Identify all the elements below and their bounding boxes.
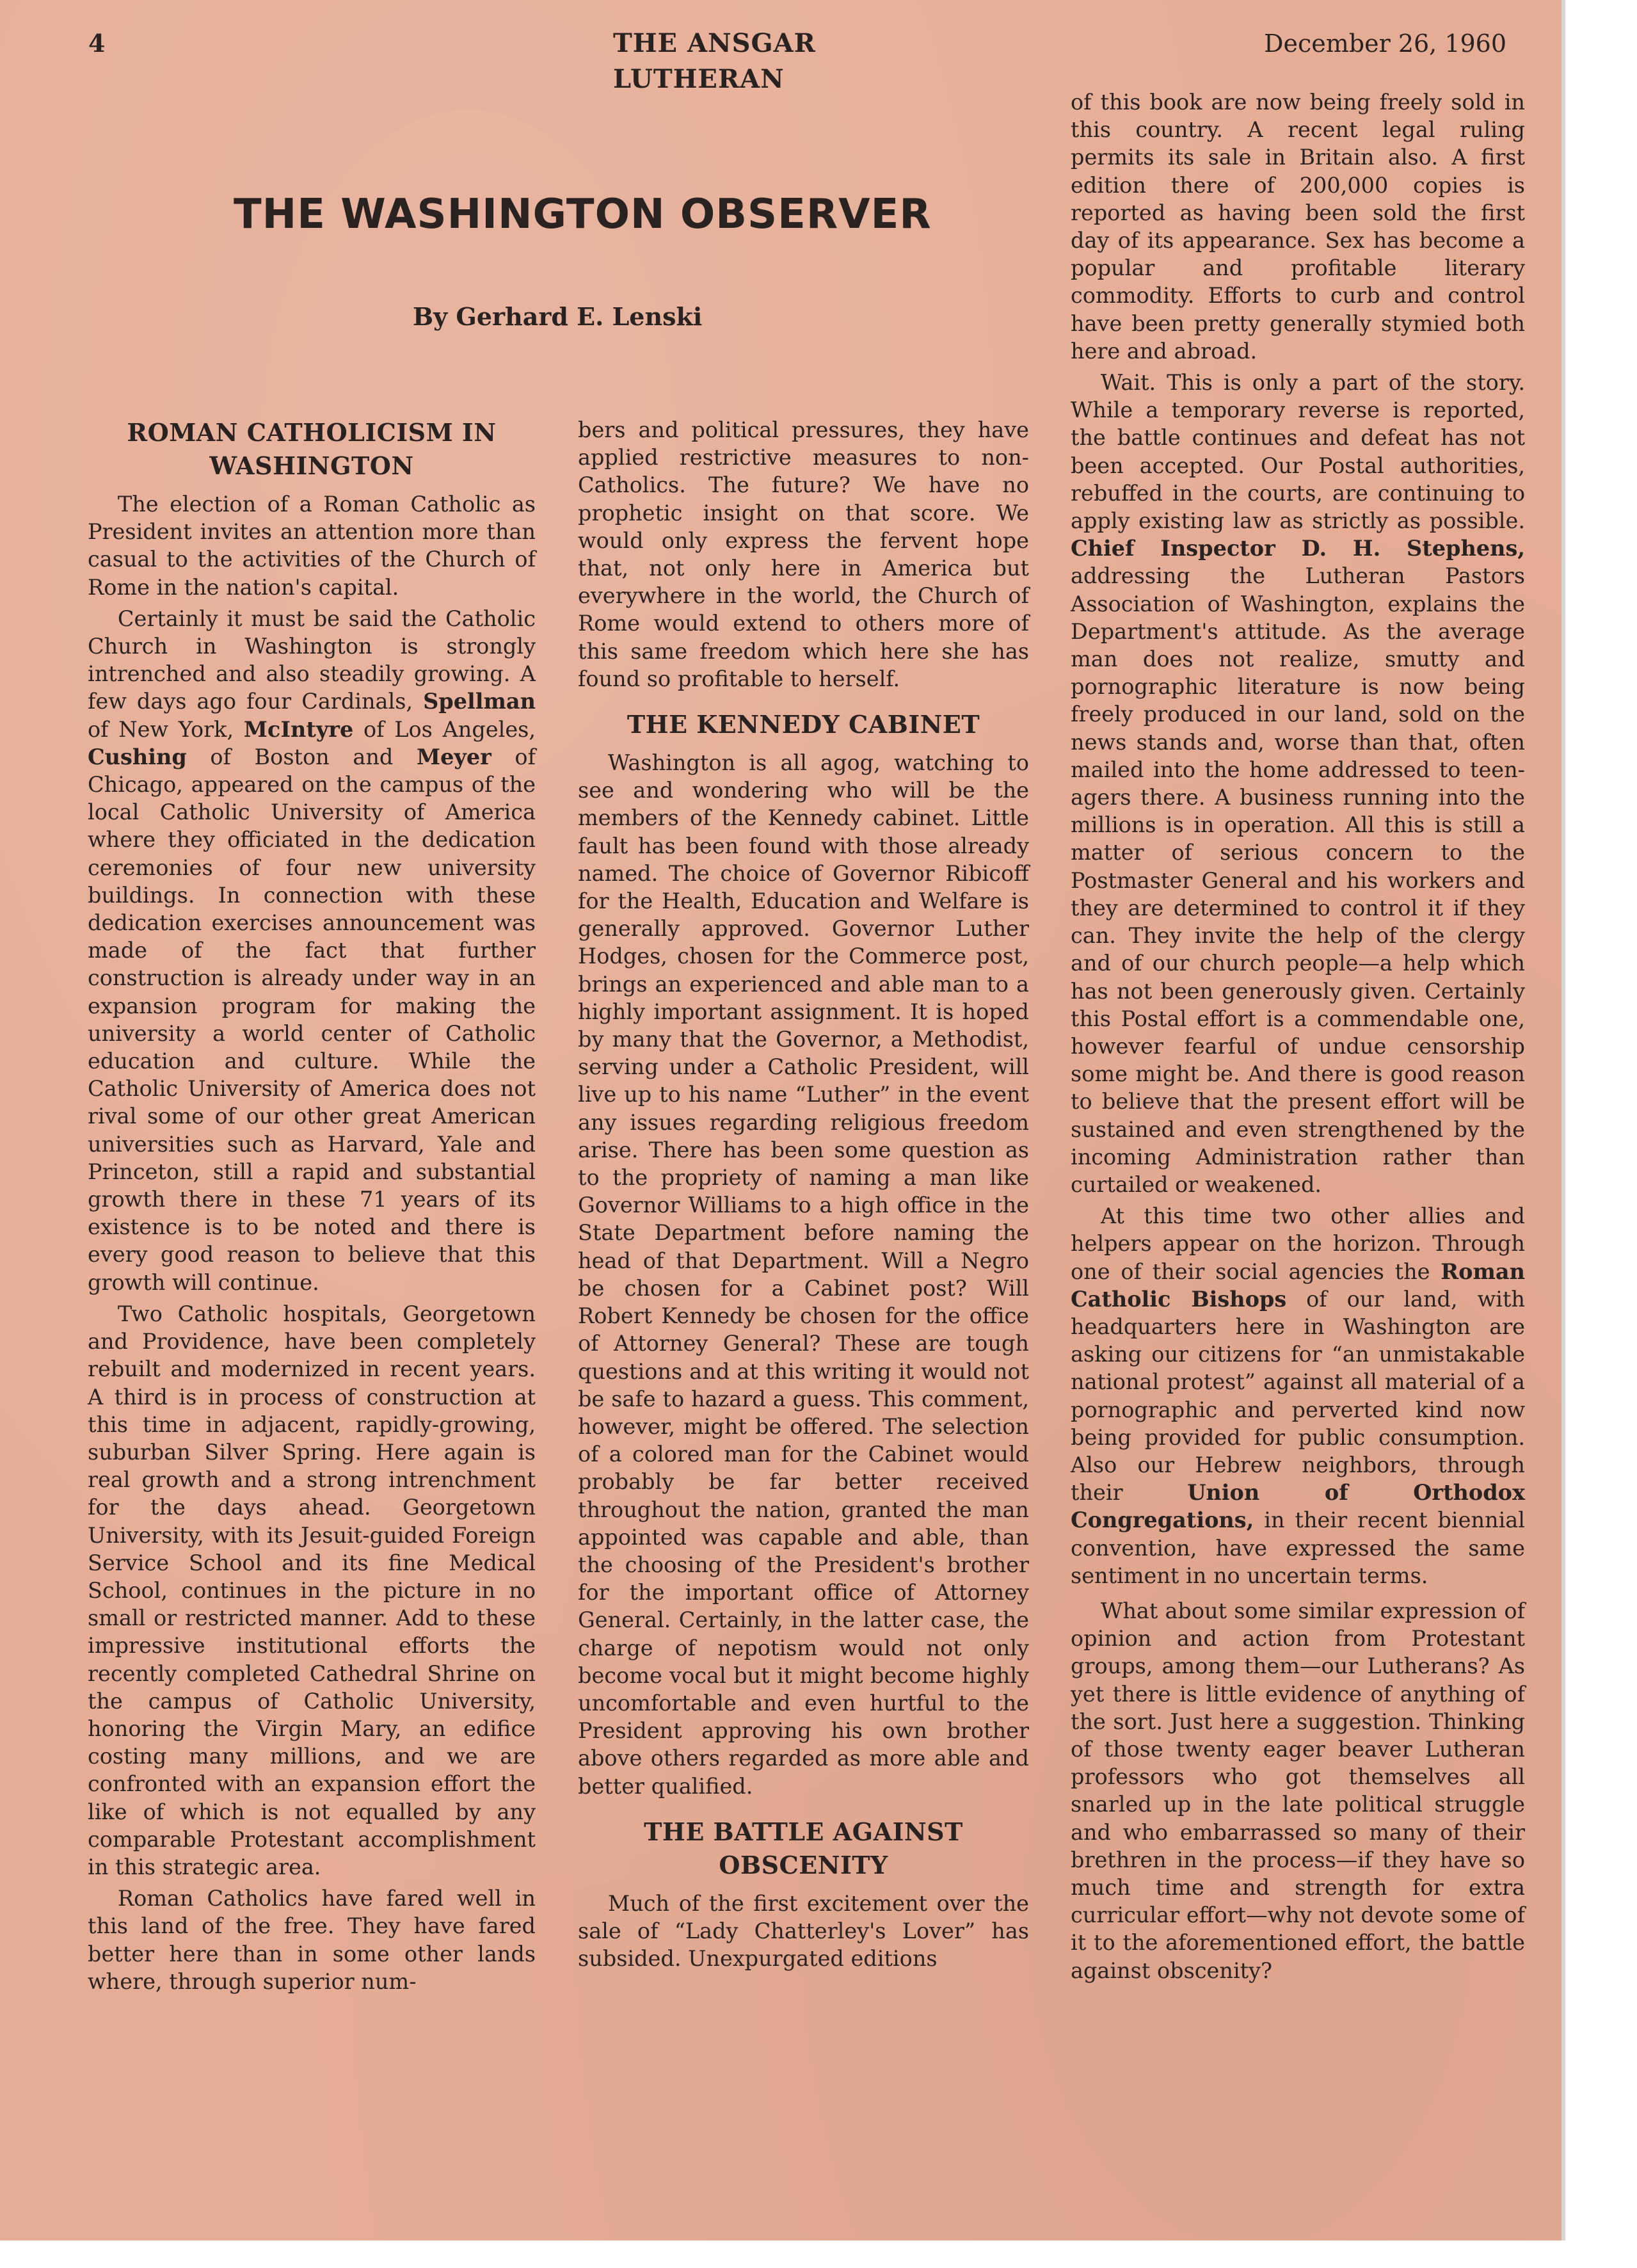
bold-name: McIntyre <box>243 716 354 742</box>
bold-name: Spellman <box>423 689 536 714</box>
article-column-2 <box>578 416 1029 1976</box>
section-heading-kennedy-cabinet: THE KENNEDY CABINET <box>627 710 980 739</box>
paragraph: The election of a Roman Catholic as President invites an attention more than casual to the activities of the Church of Rome in the nation's capital. <box>88 492 536 600</box>
paragraph: of this book are now being freely sold in this country. A recent legal ruling permits its sale in Britain also. A first edition there of 200,000 copies is reported as having been sold the first day of its appearance. Sex has become a popular and profitable literary commodity. Efforts to curb and control have been pretty generally stymied both here and abroad. <box>1071 90 1525 364</box>
paragraph: Roman Catholics have fared well in this land of the free. They have fared better here than in some other lands where, through superior num- <box>88 1886 536 1994</box>
section-heading-roman-catholicism: ROMAN CATHOLICISM IN WASHINGTON <box>127 418 497 480</box>
paragraph: Much of the first excitement over the sale of “Lady Chatterley's Lover” has subsided. Unexpurgated editions <box>578 1890 1029 1972</box>
page-title: THE WASHINGTON OBSERVER <box>234 191 932 238</box>
byline: By Gerhard E. Lenski <box>413 302 703 331</box>
paragraph: Certainly it must be said the Catholic Church in Washington is strongly intrenched and also steadily growing. A few days ago four Cardinals, Spellman of New York, McIntyre of Los Angeles, Cushing of Boston and Meyer of Chicago, appeared on the campus of the local Catholic University of America where they officiated in the dedication ceremonies of four new university buildings. In connection with these dedication exercises announcement was made of the fact that further construction is already under way in an expansion program for making the university a world center of Catholic education and culture. While the Catholic University of America does not rival some of our other great American universities such as Harvard, Yale and Princeton, still a rapid and substantial growth there in these 71 years of its existence is to be noted and there is every good reason to believe that this growth will continue. <box>88 606 536 1295</box>
paragraph: Washington is all agog, watching to see and wondering who will be the members of the Kennedy cabinet. Little fault has been found with those already named. The choice of Governor Ribicoff for the Health, Education and Welfare is generally approved. Governor Luther Hodges, chosen for the Commerce post, brings an experienced and able man to a highly important assignment. It is hoped by many that the Governor, a Methodist, serving under a Catholic President, will live up to his name “Luther” in the event any issues regarding religious freedom arise. There has been some question as to the propriety of naming a man like Governor Williams to a high office in the State Department before naming the head of that Department. Will a Negro be chosen for a Cabinet post? Will Robert Kennedy be chosen for the office of Attorney General? These are tough questions and at this writing it would not be safe to hazard a guess. This comment, however, might be offered. The selection of a colored man for the Cabinet would probably be far better received throughout the nation, granted the man appointed was capable and able, than the choosing of the President's brother for the important office of Attorney General. Certainly, in the latter case, the charge of nepotism would not only become vocal but it might become highly uncomfortable and even hurtful to the President approving his own brother above others regarded as more able and better qualified. <box>578 750 1029 1799</box>
paragraph: Wait. This is only a part of the story. While a temporary reverse is reported, the battle continues and defeat has not been accepted. Our Postal authorities, rebuffed in the courts, are continuing to apply existing law as strictly as possible. Chief Inspector D. H. Stephens, addressing the Lutheran Pastors Association of Washington, explains the Department's attitude. As the average man does not realize, smutty and pornographic literature is now being freely produced in our land, sold on the news stands and, worse than that, often mailed into the home addressed to teen-agers there. A business running into the millions is in operation. All this is still a matter of serious concern to the Postmaster General and his workers and they are determined to control it if they can. They invite the help of the clergy and of our church people—a help which has not been generously given. Certainly this Postal effort is a commendable one, however fearful of undue censorship some might be. And there is good reason to believe that the present effort will be sustained and even strengthened by the incoming Administration rather than curtailed or weakened. <box>1071 370 1525 1197</box>
page-number: 4 <box>88 29 106 58</box>
bold-name: Chief Inspector D. H. Stephens, <box>1071 536 1525 561</box>
paragraph: Two Catholic hospitals, Georgetown and Providence, have been completely rebuilt and modernized in recent years. A third is in process of construction at this time in adjacent, rapidly-growing, suburban Silver Spring. Here again is real growth and a strong intrenchment for the days ahead. Georgetown University, with its Jesuit-guided Foreign Service School and its fine Medical School, continues in the picture in no small or restricted manner. Add to these impressive institutional efforts the recently completed Cathedral Shrine on the campus of Catholic University, honoring the Virgin Mary, an edifice costing many millions, and we are confronted with an expansion effort the like of which is not equalled by any comparable Protestant accomplishment in this strategic area. <box>88 1301 536 1879</box>
bold-name: Roman Catholic Bishops <box>1071 1259 1525 1312</box>
section-heading-battle-against-obscenity: THE BATTLE AGAINST OBSCENITY <box>644 1817 963 1879</box>
bold-name: Union of Orthodox Congregations, <box>1071 1480 1525 1533</box>
article-column-1 <box>88 416 536 1999</box>
article-column-3 <box>1071 88 1525 1988</box>
masthead: THE ANSGAR LUTHERAN <box>613 28 816 94</box>
paragraph: At this time two other allies and helpers appear on the horizon. Through one of their social agencies the Roman Catholic Bishops of our land, with headquarters here in Washington are asking our citizens for “an unmistakable national protest” against all material of a pornographic and perverted kind now being provided for public consumption. Also our Hebrew neighbors, through their Union of Orthodox Congregations, in their recent biennial convention, have expressed the same sentiment in no uncertain terms. <box>1071 1203 1525 1588</box>
paragraph: What about some similar expression of opinion and action from Protestant groups, among them—our Lutherans? As yet there is little evidence of anything of the sort. Just here a suggestion. Thinking of those twenty eager beaver Lutheran professors who got themselves all snarled up in the late political struggle and who embarrassed so many of their brethren in the process—if they have so much time and strength for extra curricular effort—why not devote some of it to the aforementioned effort, the battle against obscenity? <box>1071 1598 1525 1983</box>
paragraph: bers and political pressures, they have applied restrictive measures to non-Catholics. The future? We have no prophetic insight on that score. We would only express the fervent hope that, not only here in America but everywhere in the world, the Church of Rome would extend to others more of this same freedom which here she has found so profitable to herself. <box>578 417 1029 691</box>
bold-name: Meyer <box>416 744 491 769</box>
issue-date: December 26, 1960 <box>1264 29 1507 58</box>
bold-name: Cushing <box>88 744 187 769</box>
